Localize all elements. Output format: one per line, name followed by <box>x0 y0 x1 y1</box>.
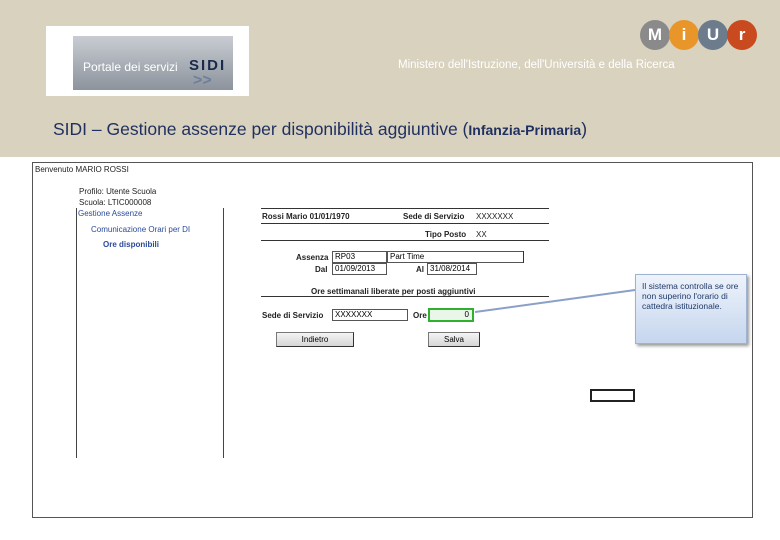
menu-comunicazione-orari[interactable]: Comunicazione Orari per DI <box>91 225 191 234</box>
tipo-posto-label: Tipo Posto <box>425 230 467 239</box>
sede-label: Sede di Servizio <box>403 212 465 221</box>
assenza-label: Assenza <box>296 253 329 262</box>
logo-sidi-text: SIDI <box>189 57 227 74</box>
school-text: Scuola: LTIC000008 <box>79 198 152 207</box>
ore-label: Ore <box>413 311 427 320</box>
indietro-button[interactable]: Indietro <box>276 332 354 347</box>
miur-letter-m: M <box>640 20 670 50</box>
ministry-name: Ministero dell'Istruzione, dell'Università e della Ricerca <box>398 59 675 71</box>
salva-button[interactable]: Salva <box>428 332 480 347</box>
assenza-field[interactable]: RP03 <box>332 251 387 263</box>
profile-text: Profilo: Utente Scuola <box>79 187 157 196</box>
logo-chevrons: >> <box>193 72 212 89</box>
ore-input[interactable]: 0 <box>428 308 474 322</box>
validation-callout <box>635 274 747 344</box>
miur-letter-i: i <box>669 20 699 50</box>
callout-text: Il sistema controlla se ore non superino l'orario di cattedra istituzionale. <box>642 281 739 311</box>
miur-letter-u: U <box>698 20 728 50</box>
tipo-posto-value: XX <box>476 230 487 239</box>
dal-label: Dal <box>315 265 328 274</box>
sede-servizio2-field[interactable]: XXXXXXX <box>332 309 408 321</box>
ore-settimanali-label: Ore settimanali liberate per posti aggiuntivi <box>311 287 476 296</box>
part-time-field[interactable]: Part Time <box>387 251 524 263</box>
callout-line <box>475 290 635 312</box>
page-title-close: ) <box>581 119 588 139</box>
menu-ore-disponibili[interactable]: Ore disponibili <box>103 240 160 249</box>
welcome-text: Benvenuto MARIO ROSSI <box>35 165 129 174</box>
sede-value: XXXXXXX <box>476 212 514 221</box>
al-field[interactable]: 31/08/2014 <box>427 263 477 275</box>
page-title-paren: Infanzia-Primaria <box>468 122 582 138</box>
menu-gestione-assenze[interactable]: Gestione Assenze <box>78 209 143 218</box>
dal-field[interactable]: 01/09/2013 <box>332 263 387 275</box>
sede-servizio2-label: Sede di Servizio <box>262 311 324 320</box>
person-name: Rossi Mario 01/01/1970 <box>262 212 350 221</box>
al-label: Al <box>416 265 424 274</box>
empty-box <box>590 389 635 402</box>
logo-portal-text: Portale dei servizi <box>83 60 178 74</box>
miur-letter-r: r <box>727 20 757 50</box>
page-title-main: SIDI – Gestione assenze per disponibilità aggiuntive ( <box>53 119 469 139</box>
